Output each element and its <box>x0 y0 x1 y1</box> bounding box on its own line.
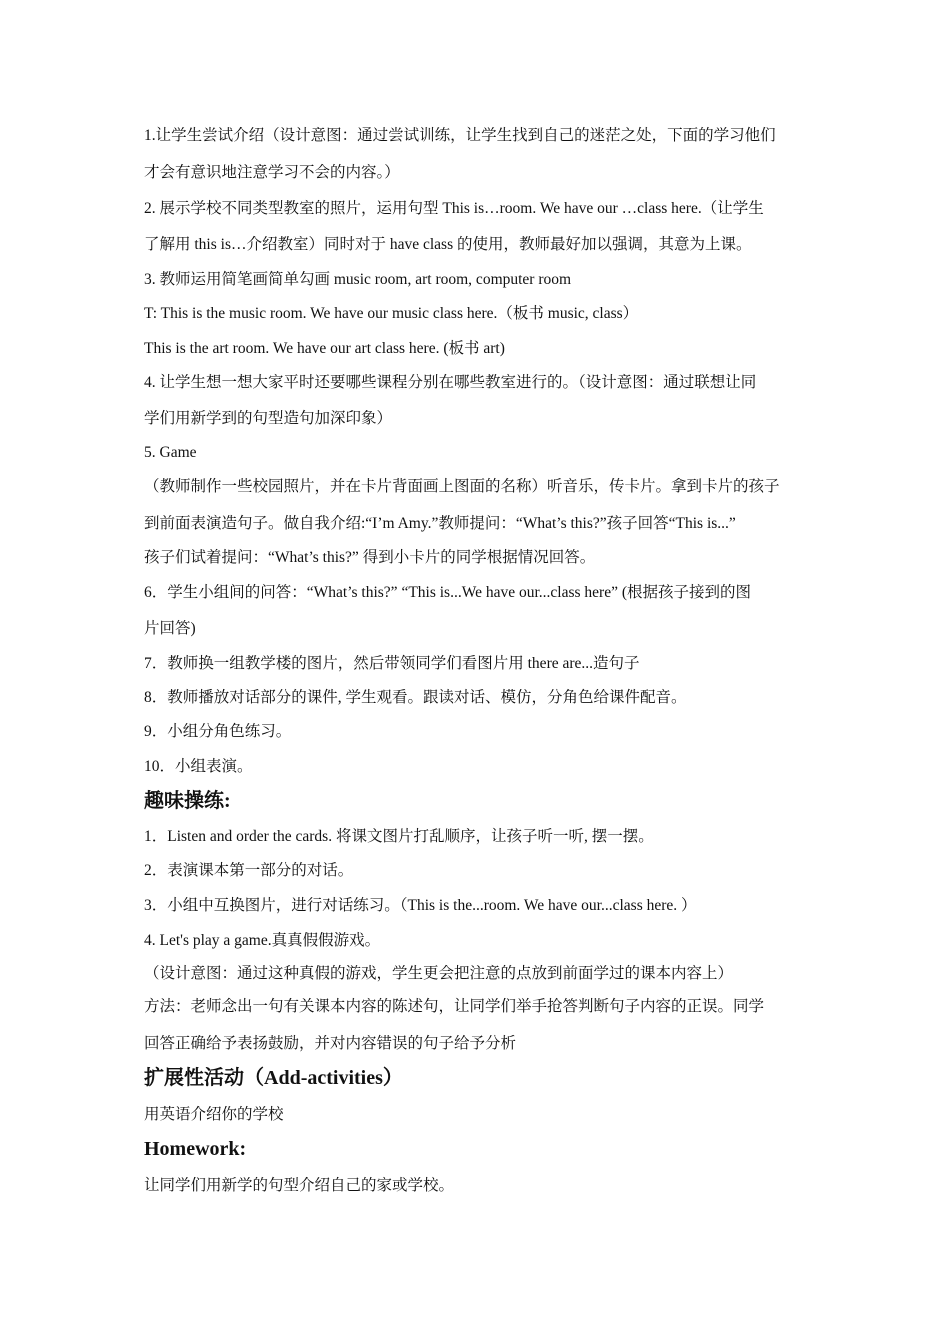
extension-line: 用英语介绍你的学校 <box>144 1106 284 1123</box>
paragraph-line: 1.让学生尝试介绍（设计意图：通过尝试训练，让学生找到自己的迷茫之处，下面的学习他们 <box>144 127 776 144</box>
paragraph-line: 7．教师换一组教学楼的图片，然后带领同学们看图片用 there are...造句子 <box>144 655 640 672</box>
paragraph-line: 3. 教师运用简笔画简单勾画 music room, art room, computer room <box>144 271 572 288</box>
practice-line: 1．Listen and order the cards. 将课文图片打乱顺序，让孩子听一听, 摆一摆。 <box>144 828 654 845</box>
paragraph-line: 到前面表演造句子。做自我介绍:“I’m Amy.”教师提问：“What’s this?”孩子回答“This is...” <box>144 515 736 532</box>
paragraph-line: （教师制作一些校园照片，并在卡片背面画上图面的名称）听音乐，传卡片。拿到卡片的孩子 <box>144 478 780 495</box>
paragraph-line: 孩子们试着提问：“What’s this?” 得到小卡片的同学根据情况回答。 <box>144 549 596 566</box>
practice-line: （设计意图：通过这种真假的游戏，学生更会把注意的点放到前面学过的课本内容上） <box>144 965 734 982</box>
practice-line: 回答正确给予表扬鼓励，并对内容错误的句子给予分析 <box>144 1035 517 1052</box>
paragraph-line: 2. 展示学校不同类型教室的照片，运用句型 This is…room. We have our …class here.（让学生 <box>144 200 764 217</box>
practice-line: 方法：老师念出一句有关课本内容的陈述句，让同学们举手抢答判断句子内容的正误。同学 <box>144 998 765 1015</box>
section-heading-homework: Homework: <box>144 1138 247 1160</box>
paragraph-line: 才会有意识地注意学习不会的内容。） <box>144 164 400 181</box>
practice-line: 4. Let's play a game.真真假假游戏。 <box>144 932 381 949</box>
paragraph-line: 片回答) <box>144 620 196 637</box>
paragraph-line: 8．教师播放对话部分的课件, 学生观看。跟读对话、模仿，分角色给课件配音。 <box>144 689 687 706</box>
paragraph-line: 了解用 this is…介绍教室）同时对于 have class 的使用，教师最好加以强调，其意为上课。 <box>144 236 752 253</box>
paragraph-line: T: This is the music room. We have our music class here.（板书 music, class） <box>144 305 639 322</box>
section-heading-practice: 趣味操练: <box>144 790 231 812</box>
paragraph-line: 6．学生小组间的问答：“What’s this?” “This is...We have our...class here” (根据孩子接到的图 <box>144 584 752 601</box>
homework-line: 让同学们用新学的句型介绍自己的家或学校。 <box>144 1177 455 1194</box>
practice-line: 3．小组中互换图片，进行对话练习。（This is the...room. We have our...class here. ） <box>144 897 697 914</box>
paragraph-line: 4. 让学生想一想大家平时还要哪些课程分别在哪些教室进行的。（设计意图：通过联想让同 <box>144 374 757 391</box>
paragraph-line: 9．小组分角色练习。 <box>144 723 292 740</box>
paragraph-line: 5. Game <box>144 444 197 461</box>
paragraph-line: 学们用新学到的句型造句加深印象） <box>144 410 393 427</box>
paragraph-line: 10．小组表演。 <box>144 758 253 775</box>
practice-line: 2．表演课本第一部分的对话。 <box>144 862 354 879</box>
paragraph-line: This is the art room. We have our art class here. (板书 art) <box>144 340 505 357</box>
section-heading-extension: 扩展性活动（Add-activities） <box>144 1067 403 1089</box>
